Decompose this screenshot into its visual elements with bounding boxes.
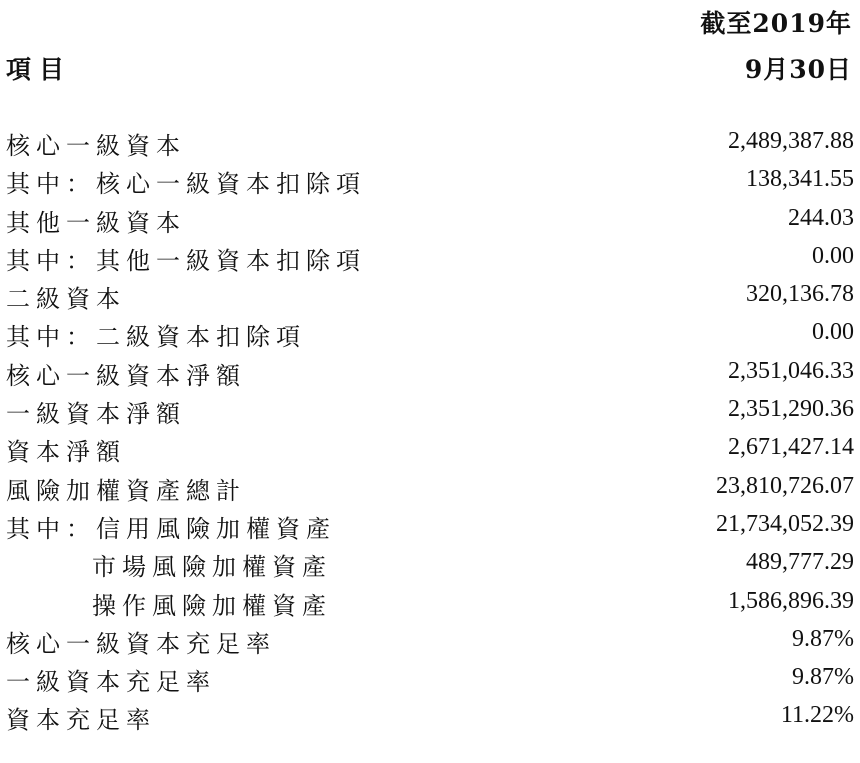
row-value: 0.00 [812, 242, 854, 269]
table-row [0, 432, 860, 470]
row-value: 0.00 [812, 319, 854, 346]
row-value: 489,777.29 [746, 549, 854, 576]
row-label: 核心一級資本充足率 [6, 629, 276, 658]
table-row [0, 317, 860, 355]
row-label: 操作風險加權資產 [92, 591, 332, 620]
row-label: 一級資本充足率 [6, 668, 216, 697]
row-label: 資本淨額 [6, 438, 126, 467]
item-column-header: 項目 [6, 55, 73, 84]
row-label: 其中：其他一級資本扣除項 [6, 246, 366, 275]
table-row [0, 126, 860, 164]
table-row [0, 356, 860, 394]
table-row [0, 700, 860, 738]
table-row [0, 509, 860, 547]
row-label: 二級資本 [6, 285, 126, 314]
date-column-header-line1: 截至2019年 [700, 9, 852, 38]
row-value: 244.03 [788, 204, 854, 231]
row-label: 資本充足率 [6, 706, 156, 735]
row-label: 其他一級資本 [6, 208, 186, 237]
row-label: 核心一級資本 [6, 132, 186, 160]
row-label: 其中：核心一級資本扣除項 [6, 170, 366, 199]
row-value: 9.87% [792, 625, 854, 652]
table-row [0, 471, 860, 509]
table-row [0, 164, 860, 202]
row-value: 1,586,896.39 [728, 587, 854, 614]
row-value: 9.87% [792, 664, 854, 691]
table-row [0, 203, 860, 241]
row-value: 320,136.78 [746, 281, 854, 308]
row-value: 2,351,290.36 [728, 396, 854, 423]
date-column-header-line2: 9月30日 [744, 55, 852, 84]
table-row [0, 241, 860, 279]
row-label: 市場風險加權資產 [92, 553, 332, 582]
row-value: 11.22% [780, 702, 854, 729]
row-value: 2,489,387.88 [728, 128, 854, 154]
row-label: 其中：信用風險加權資產 [6, 514, 336, 543]
row-label: 一級資本淨額 [6, 400, 186, 429]
table-row [0, 547, 860, 585]
row-value: 138,341.55 [746, 166, 854, 193]
row-label: 其中：二級資本扣除項 [6, 323, 306, 352]
table-row [0, 586, 860, 624]
row-value: 23,810,726.07 [716, 472, 854, 499]
row-value: 2,671,427.14 [728, 434, 854, 461]
table-row [0, 279, 860, 317]
row-label: 風險加權資產總計 [6, 476, 246, 505]
table-row [0, 394, 860, 432]
row-value: 21,734,052.39 [716, 510, 854, 537]
table-body [0, 126, 860, 739]
table-row [0, 624, 860, 662]
row-value: 2,351,046.33 [728, 357, 854, 384]
table-row [0, 662, 860, 700]
row-label: 核心一級資本淨額 [6, 361, 246, 390]
